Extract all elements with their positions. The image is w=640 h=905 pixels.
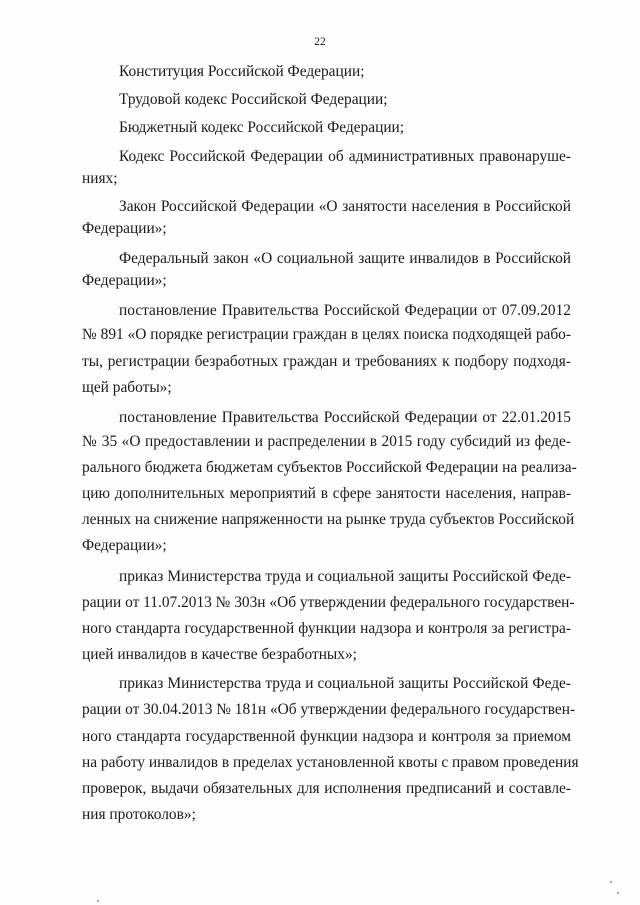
- text-line: Федерации»;: [82, 220, 167, 237]
- text-line: Кодекс Российской Федерации об административных правонаруше-: [119, 148, 571, 165]
- text-line: Бюджетный кодекс Российской Федерации;: [119, 119, 405, 136]
- text-line: ного стандарта государственной функции надзора и контроля за приемом: [82, 728, 571, 745]
- text-line: приказ Министерства труда и социальной защиты Российской Феде-: [119, 568, 571, 585]
- text-line: ты, регистрации безработных граждан и требованиях к подбору подходя-: [82, 353, 571, 370]
- text-line: Конституция Российской Федерации;: [119, 63, 365, 80]
- text-line: постановление Правительства Российской Федерации от 07.09.2012: [119, 302, 571, 319]
- text-line: № 891 «О порядке регистрации граждан в целях поиска подходящей рабо-: [82, 326, 571, 343]
- text-line: Трудовой кодекс Российской Федерации;: [119, 91, 388, 108]
- text-line: на работу инвалидов в пределах установленной квоты с правом проведения: [82, 754, 579, 771]
- scan-speck: [97, 900, 99, 902]
- text-line: рального бюджета бюджетам субъектов Российской Федерации на реализа-: [82, 459, 577, 476]
- text-line: № 35 «О предоставлении и распределении в 2015 году субсидий из феде-: [82, 433, 571, 450]
- text-line: проверок, выдачи обязательных для исполнения предписаний и составле-: [82, 780, 571, 797]
- text-line: цией инвалидов в качестве безработных»;: [82, 646, 357, 663]
- text-line: цию дополнительных мероприятий в сфере занятости населения, направ-: [82, 485, 571, 502]
- text-line: ленных на снижение напряженности на рынке труда субъектов Российской: [82, 511, 575, 528]
- text-line: рации от 11.07.2013 № 303н «Об утверждении федерального государствен-: [82, 594, 575, 611]
- text-line: приказ Министерства труда и социальной защиты Российской Феде-: [119, 675, 571, 692]
- scan-speck: [610, 881, 612, 883]
- text-line: щей работы»;: [82, 379, 172, 396]
- text-line: ния протоколов»;: [82, 806, 196, 823]
- text-line: Федерации»;: [82, 272, 167, 289]
- text-line: Федеральный закон «О социальной защите инвалидов в Российской: [119, 250, 571, 267]
- text-line: ного стандарта государственной функции надзора и контроля за регистра-: [82, 620, 571, 637]
- text-line: рации от 30.04.2013 № 181н «Об утверждении федерального государствен-: [82, 701, 576, 718]
- text-line: ниях;: [82, 170, 118, 187]
- text-line: Закон Российской Федерации «О занятости населения в Российской: [119, 198, 571, 215]
- text-line: постановление Правительства Российской Федерации от 22.01.2015: [119, 409, 571, 426]
- text-line: Федерации»;: [82, 537, 167, 554]
- page-number: 22: [314, 36, 326, 48]
- scan-speck: [617, 892, 619, 894]
